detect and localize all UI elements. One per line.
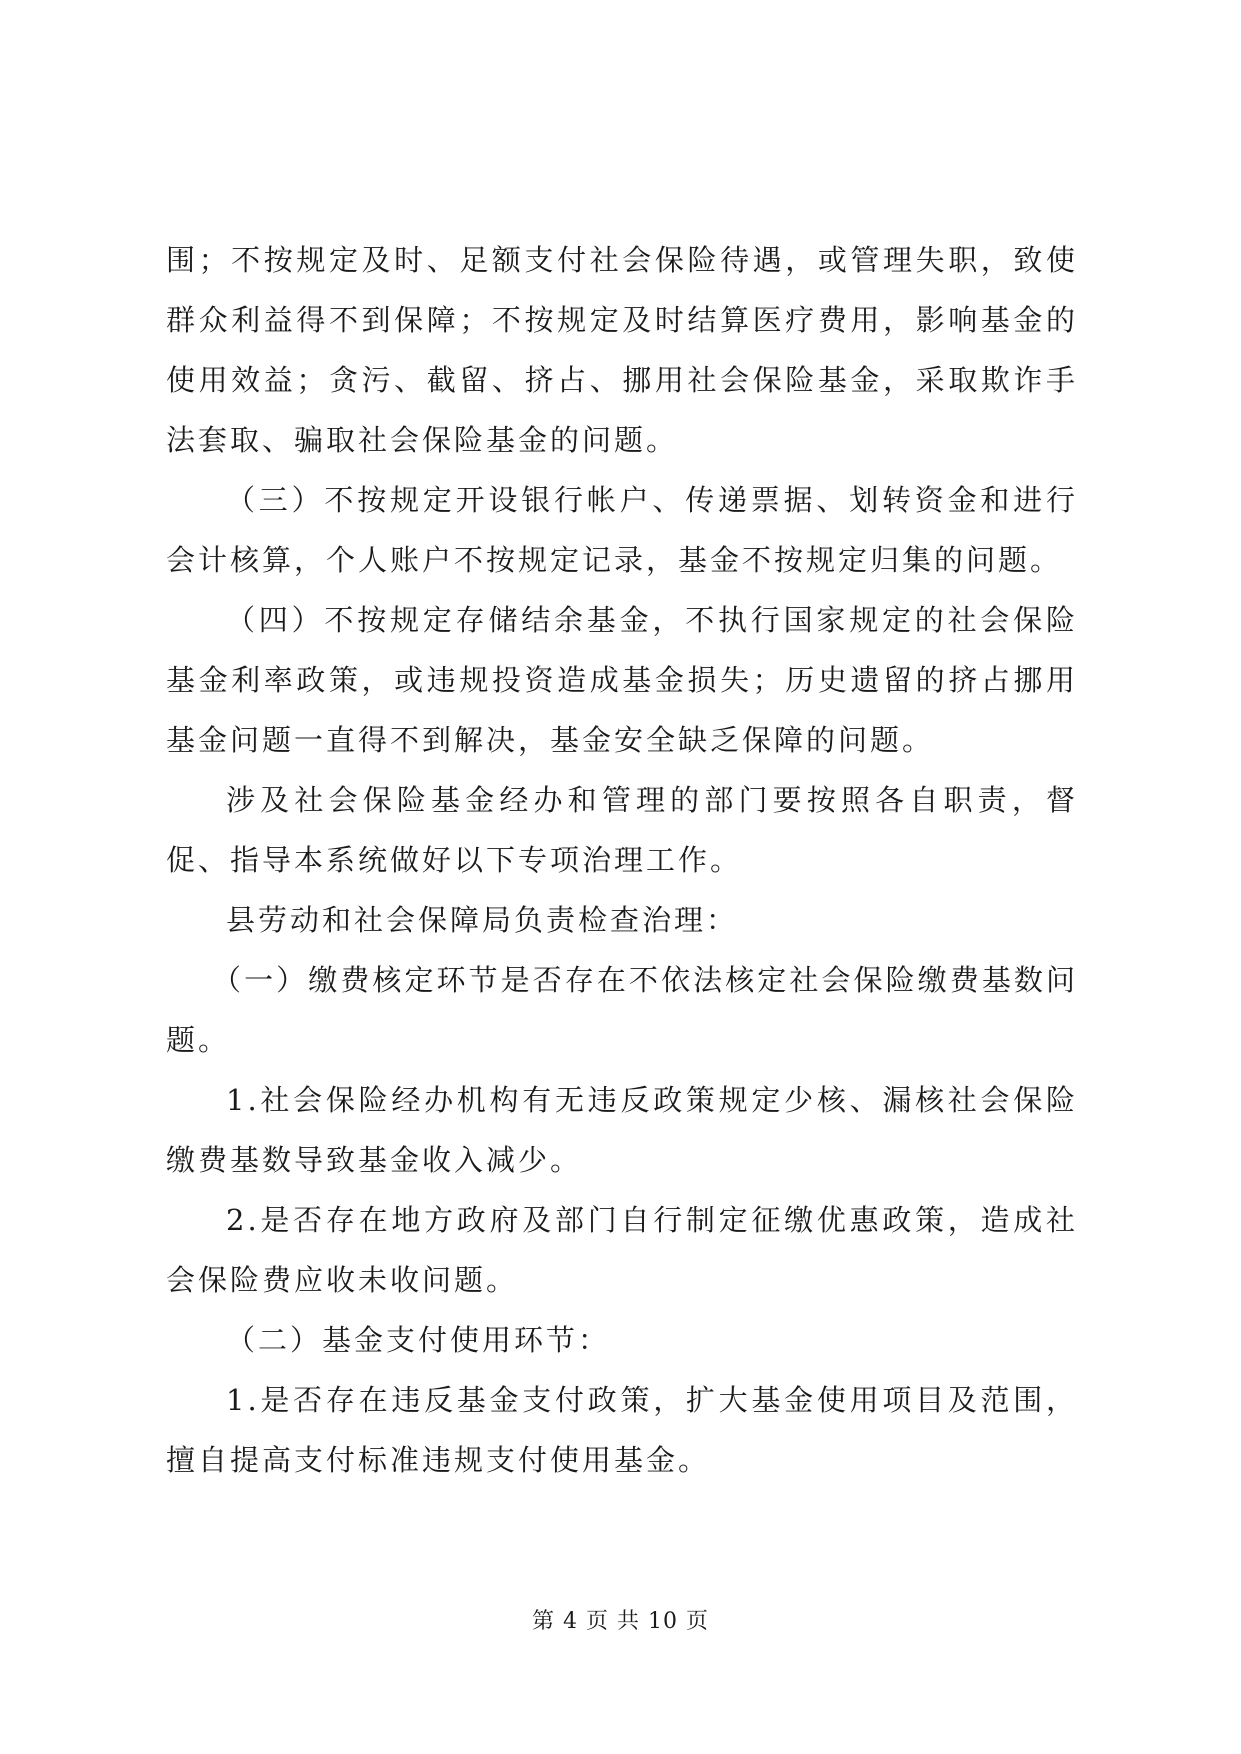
- paragraph-item-1-2: 2.是否存在地方政府及部门自行制定征缴优惠政策，造成社会保险费应收未收问题。: [166, 1203, 1078, 1297]
- paragraph-item-1: （一）缴费核定环节是否存在不依法核定社会保险缴费基数问题。: [166, 963, 1078, 1057]
- paragraph-item-2: （二）基金支付使用环节：: [226, 1323, 611, 1357]
- paragraph-continued: 围；不按规定及时、足额支付社会保险待遇，或管理失职，致使群众利益得不到保障；不按规定及时结算医疗费用，影响基金的使用效益；贪污、截留、挤占、挪用社会保险基金，采取欺诈手法套取、骗取社会保险基金的问题。: [166, 243, 1078, 457]
- paragraph-section-4: （四）不按规定存储结余基金，不执行国家规定的社会保险基金利率政策，或违规投资造成基金损失；历史遗留的挤占挪用基金问题一直得不到解决，基金安全缺乏保障的问题。: [166, 603, 1078, 757]
- paragraph-section-3: （三）不按规定开设银行帐户、传递票据、划转资金和进行会计核算，个人账户不按规定记录，基金不按规定归集的问题。: [166, 483, 1078, 577]
- page-number-footer: 第 4 页 共 10 页: [532, 1609, 709, 1634]
- paragraph-item-2-1: 1.是否存在违反基金支付政策，扩大基金使用项目及范围，擅自提高支付标准违规支付使用基金。: [166, 1383, 1078, 1477]
- paragraph-item-1-1: 1.社会保险经办机构有无违反政策规定少核、漏核社会保险缴费基数导致基金收入减少。: [166, 1083, 1078, 1177]
- document-body: [166, 230, 1078, 1490]
- paragraph-labor-bureau: 县劳动和社会保障局负责检查治理：: [226, 903, 739, 937]
- paragraph-departments: 涉及社会保险基金经办和管理的部门要按照各自职责，督促、指导本系统做好以下专项治理工作。: [166, 783, 1078, 877]
